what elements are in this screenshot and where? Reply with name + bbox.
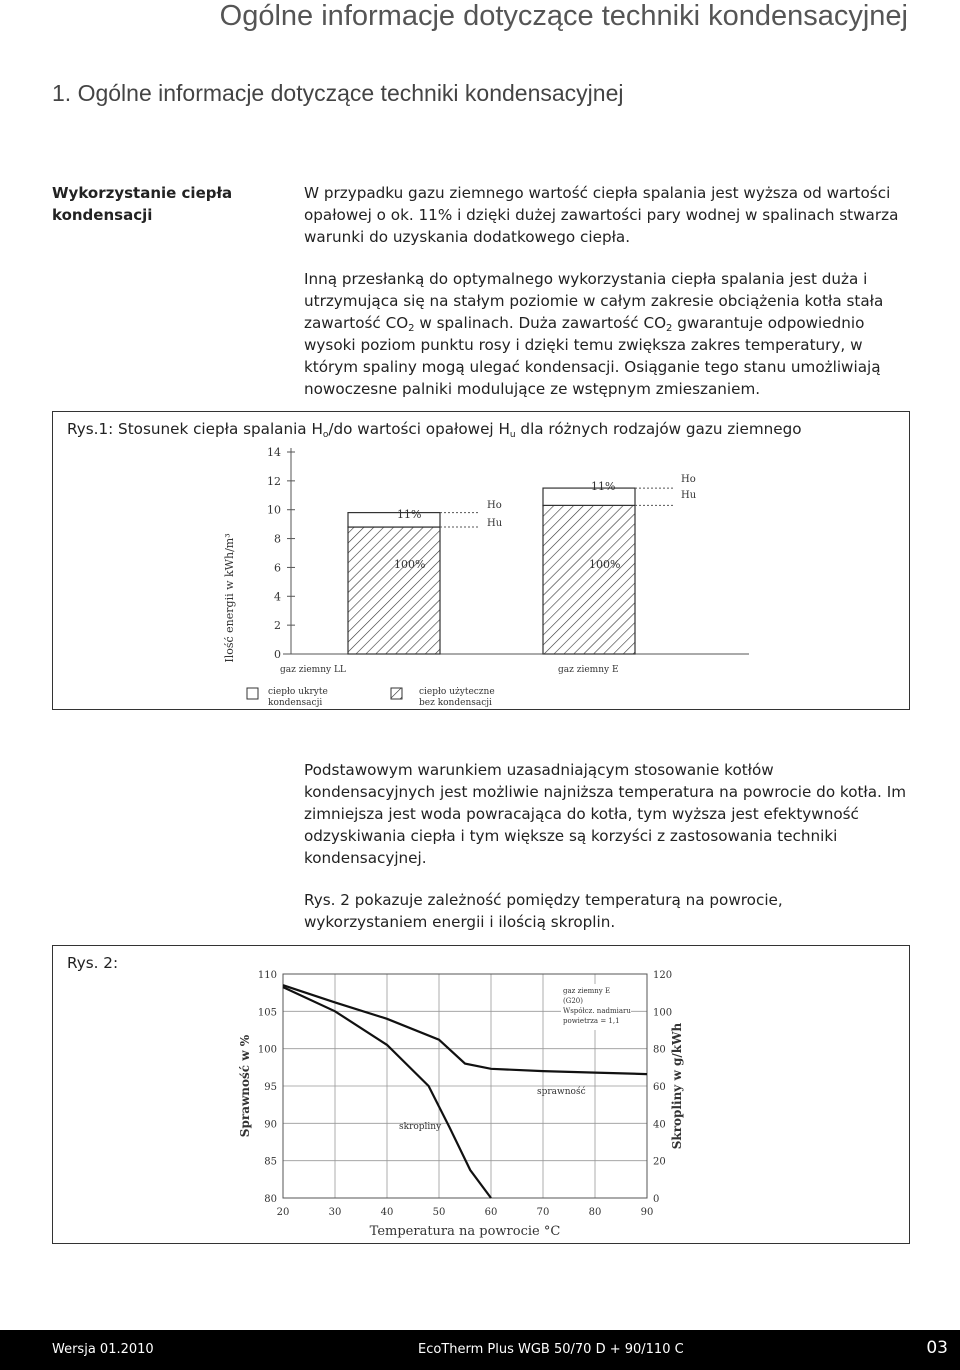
chart-2-y-left-tick-label: 95 <box>264 1082 277 1093</box>
caption-subscript-u: u <box>509 430 516 440</box>
bar-ll-usable-label: 100% <box>394 558 426 571</box>
main-paragraph-part-a: Inną przesłanką do optymalnego wykorzystania ciepła spalania jest duża i utrzymująca się na stałym poziomie w całym zakresie obciążenia kotła stała zawartość CO <box>304 270 884 332</box>
gas-e-label: gaz ziemny E <box>558 665 619 675</box>
bar-ll-hidden-label: 11% <box>397 508 422 521</box>
chart-2-y-left-tick-label: 110 <box>257 970 277 981</box>
chart-2-x-tick-label: 20 <box>276 1207 290 1218</box>
chart-2-y-right-tick-label: 120 <box>653 970 673 981</box>
chart-2-x-tick-label: 30 <box>328 1207 342 1218</box>
main-paragraph <box>304 268 908 400</box>
chart-2-y-left-tick-label: 100 <box>257 1044 277 1056</box>
figure-2 <box>52 945 910 1244</box>
legend-hidden-swatch <box>247 688 258 699</box>
condensate-label: skropliny <box>399 1122 442 1132</box>
chart-2-y-left-tick-label: 85 <box>264 1156 277 1168</box>
main-paragraph-part-c: gwarantuje odpowiednio wysoki poziom punktu rosy i dzięki temu zwiększa zakres temperatury, w którym spaliny mogą ulegać kondensacji. Osiąganie tego stanu umożliwiają nowoczesne palniki modulujące ze wstępnym zmieszaniem. <box>304 314 881 398</box>
chart-2-ylabel-right: Skropliny w g/kWh <box>670 1022 684 1150</box>
chart-2-line <box>53 946 909 1243</box>
chart-2-y-left-tick-label: 105 <box>257 1007 277 1019</box>
footer-model: EcoTherm Plus WGB 50/70 D + 90/110 C <box>418 1342 684 1357</box>
figure-1 <box>52 411 910 710</box>
caption-part-c: dla różnych rodzajów gazu ziemnego <box>515 420 802 438</box>
chart-1-y-tick-label: 2 <box>274 619 281 633</box>
bar-e-hu-label: Hu <box>681 490 697 501</box>
bar-ll-hu-label: Hu <box>487 518 503 529</box>
chart-1-y-tick-label: 14 <box>267 446 281 459</box>
chart-2-y-right-tick-label: 20 <box>653 1156 666 1168</box>
footer-version: Wersja 01.2010 <box>52 1342 154 1357</box>
figure-2-caption: Rys. 2: <box>67 954 119 972</box>
caption-part-a: Rys.1: Stosunek ciepła spalania H <box>67 420 323 438</box>
chart-2-x-tick-label: 40 <box>380 1207 394 1218</box>
caption-subscript-o: o <box>322 430 329 440</box>
note-line-3: Współcz. nadmiaru <box>563 1007 631 1015</box>
legend-hidden-line-2: kondensacji <box>268 698 323 708</box>
chart-2-y-left-tick-label: 80 <box>264 1194 277 1205</box>
lower-paragraph-block <box>304 759 908 953</box>
bar-hidden-e <box>543 488 635 505</box>
chart-2-y-right-tick-label: 60 <box>653 1082 666 1093</box>
bar-e-hidden-label: 11% <box>591 480 616 493</box>
bar-ll-ho-label: Ho <box>487 500 502 511</box>
legend-usable-swatch <box>391 688 402 699</box>
footer-page-number: 03 <box>926 1338 948 1358</box>
bar-usable-ll <box>348 527 440 654</box>
main-paragraph-part-b: w spalinach. Duża zawartość CO <box>414 314 667 332</box>
chart-2-y-right-tick-label: 100 <box>653 1007 673 1019</box>
bar-e-ho-label: Ho <box>681 474 696 485</box>
legend-usable-line-2: bez kondensacji <box>419 698 492 708</box>
chart-2-y-left-tick-label: 90 <box>264 1119 277 1131</box>
side-label <box>52 182 252 226</box>
chart-1-y-tick-label: 12 <box>267 474 281 488</box>
caption-part-b: /do wartości opałowej H <box>328 420 510 438</box>
chart-2-x-tick-label: 50 <box>432 1207 446 1218</box>
chart-1-axes <box>267 446 749 661</box>
intro-paragraph-block <box>304 182 908 268</box>
chart-2-x-tick-label: 80 <box>588 1207 602 1218</box>
chart-1-y-tick-label: 8 <box>274 532 281 546</box>
legend-hidden-line-1: ciepło ukryte <box>268 687 328 697</box>
chart-1-y-tick-label: 0 <box>274 648 281 661</box>
page-footer <box>0 1330 960 1370</box>
chart-2-ylabel-left: Sprawność w % <box>238 1034 252 1138</box>
chart-2-y-right-tick-label: 40 <box>653 1119 666 1131</box>
chart-2-y-right-tick-label: 0 <box>653 1194 660 1205</box>
chart-2-y-right-tick-label: 80 <box>653 1044 666 1056</box>
gas-ll-label: gaz ziemny LL <box>280 665 346 675</box>
side-label-line-2: kondensacji <box>52 206 153 224</box>
note-line-2: (G20) <box>563 997 583 1005</box>
chart-1-y-tick-label: 6 <box>274 561 281 575</box>
page-header-title: Ogólne informacje dotyczące techniki kondensacyjnej <box>219 0 908 32</box>
chart-2-xlabel: Temperatura na powrocie °C <box>369 1224 561 1239</box>
co2-subscript: 2 <box>666 323 673 334</box>
chart-1-y-tick-label: 4 <box>274 590 281 604</box>
bar-hidden-ll <box>348 513 440 527</box>
lower-paragraph-1: Podstawowym warunkiem uzasadniającym stosowanie kotłów kondensacyjnych jest możliwie najniższa temperatura na powrocie do kotła. Im zimniejsza jest woda powracająca do kotła, tym wyższa jest efektywność odzyskiwania ciepła i tym większe są korzyści z zastosowania techniki kondensacyjnej. <box>304 761 906 867</box>
efficiency-label: sprawność <box>537 1087 586 1097</box>
note-line-1: gaz ziemny E <box>563 987 611 995</box>
note-line-4: powietrza = 1,1 <box>563 1017 620 1025</box>
chart-2-x-tick-label: 90 <box>640 1207 654 1218</box>
lower-paragraph-2: Rys. 2 pokazuje zależność pomiędzy temperaturą na powrocie, wykorzystaniem energii i ilością skroplin. <box>304 891 783 931</box>
section-heading: 1. Ogólne informacje dotyczące techniki kondensacyjnej <box>52 80 624 106</box>
legend-usable-line-1: ciepło użyteczne <box>419 687 495 697</box>
side-label-line-1: Wykorzystanie ciepła <box>52 184 233 202</box>
chart-2-x-tick-label: 60 <box>484 1207 498 1218</box>
bar-usable-e <box>543 505 635 654</box>
chart-2-x-tick-label: 70 <box>536 1207 550 1218</box>
chart-1-y-tick-label: 10 <box>267 503 281 517</box>
bar-e-usable-label: 100% <box>589 558 621 571</box>
intro-paragraph: W przypadku gazu ziemnego wartość ciepła spalania jest wyższa od wartości opałowej o ok. 11% i dzięki dużej zawartości pary wodnej w spalinach stwarza warunki do uzyskania dodatkowego ciepła. <box>304 184 899 246</box>
main-paragraph-block <box>304 268 908 420</box>
co2-subscript: 2 <box>408 323 415 334</box>
chart-1-ylabel: Ilość energii w kWh/m³ <box>223 533 236 663</box>
chart-1-bar <box>53 412 909 709</box>
